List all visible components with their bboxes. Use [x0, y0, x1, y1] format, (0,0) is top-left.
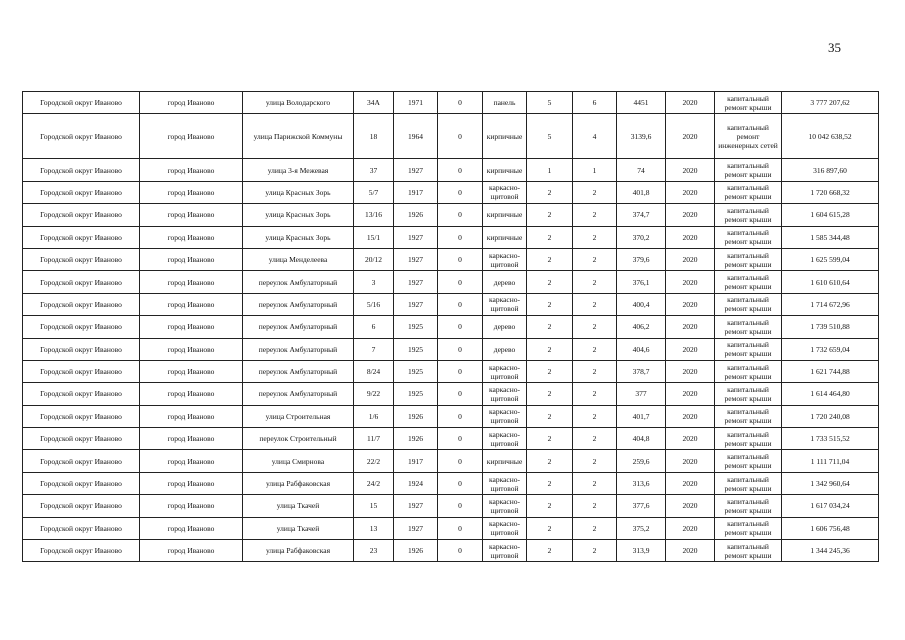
- work-type-cell: капитальный ремонт крыши: [715, 383, 782, 405]
- street-cell: улица Ткачей: [243, 517, 354, 539]
- year-commissioned-cell: 0: [438, 428, 483, 450]
- planned-year-cell: 2020: [666, 293, 715, 315]
- year-commissioned-cell: 0: [438, 226, 483, 248]
- year-built-cell: 1964: [394, 114, 438, 159]
- municipality-cell: Городской округ Иваново: [23, 472, 140, 494]
- year-built-cell: 1926: [394, 405, 438, 427]
- house-number-cell: 37: [354, 159, 394, 181]
- municipality-cell: Городской округ Иваново: [23, 226, 140, 248]
- wall-material-cell: кирпичные: [483, 204, 527, 226]
- wall-material-cell: каркасно-щитовой: [483, 495, 527, 517]
- house-number-cell: 6: [354, 316, 394, 338]
- work-type-cell: капитальный ремонт крыши: [715, 159, 782, 181]
- cost-cell: 1 739 510,88: [782, 316, 879, 338]
- area-cell: 401,8: [617, 181, 666, 203]
- year-commissioned-cell: 0: [438, 360, 483, 382]
- cost-cell: 1 344 245,36: [782, 540, 879, 562]
- year-commissioned-cell: 0: [438, 450, 483, 472]
- planned-year-cell: 2020: [666, 114, 715, 159]
- house-number-cell: 9/22: [354, 383, 394, 405]
- city-cell: город Иваново: [140, 428, 243, 450]
- street-cell: улица Рабфаковская: [243, 472, 354, 494]
- area-cell: 379,6: [617, 248, 666, 270]
- table-row: [23, 271, 879, 293]
- municipality-cell: Городской округ Иваново: [23, 271, 140, 293]
- year-built-cell: 1927: [394, 495, 438, 517]
- entrances-cell: 4: [573, 114, 617, 159]
- house-number-cell: 18: [354, 114, 394, 159]
- house-number-cell: 7: [354, 338, 394, 360]
- year-built-cell: 1925: [394, 338, 438, 360]
- work-type-cell: капитальный ремонт крыши: [715, 181, 782, 203]
- cost-cell: 1 342 960,64: [782, 472, 879, 494]
- city-cell: город Иваново: [140, 517, 243, 539]
- area-cell: 375,2: [617, 517, 666, 539]
- cost-cell: 316 897,60: [782, 159, 879, 181]
- area-cell: 377,6: [617, 495, 666, 517]
- area-cell: 400,4: [617, 293, 666, 315]
- wall-material-cell: дерево: [483, 271, 527, 293]
- entrances-cell: 2: [573, 540, 617, 562]
- table-row: [23, 517, 879, 539]
- year-built-cell: 1925: [394, 383, 438, 405]
- street-cell: переулок Амбулаторный: [243, 271, 354, 293]
- street-cell: улица Володарского: [243, 92, 354, 114]
- planned-year-cell: 2020: [666, 271, 715, 293]
- cost-cell: 1 610 610,64: [782, 271, 879, 293]
- city-cell: город Иваново: [140, 383, 243, 405]
- street-cell: улица Рабфаковская: [243, 540, 354, 562]
- city-cell: город Иваново: [140, 540, 243, 562]
- wall-material-cell: дерево: [483, 338, 527, 360]
- area-cell: 4451: [617, 92, 666, 114]
- entrances-cell: 2: [573, 271, 617, 293]
- floors-cell: 2: [527, 405, 573, 427]
- wall-material-cell: кирпичные: [483, 226, 527, 248]
- area-cell: 259,6: [617, 450, 666, 472]
- municipality-cell: Городской округ Иваново: [23, 248, 140, 270]
- cost-cell: 1 625 599,04: [782, 248, 879, 270]
- house-number-cell: 11/7: [354, 428, 394, 450]
- municipality-cell: Городской округ Иваново: [23, 383, 140, 405]
- planned-year-cell: 2020: [666, 383, 715, 405]
- house-number-cell: 15/1: [354, 226, 394, 248]
- floors-cell: 2: [527, 204, 573, 226]
- cost-cell: 1 714 672,96: [782, 293, 879, 315]
- cost-cell: 1 604 615,28: [782, 204, 879, 226]
- work-type-cell: капитальный ремонт крыши: [715, 428, 782, 450]
- city-cell: город Иваново: [140, 204, 243, 226]
- table-row: [23, 450, 879, 472]
- planned-year-cell: 2020: [666, 204, 715, 226]
- year-commissioned-cell: 0: [438, 181, 483, 203]
- wall-material-cell: каркасно-щитовой: [483, 181, 527, 203]
- city-cell: город Иваново: [140, 181, 243, 203]
- cost-cell: 1 617 034,24: [782, 495, 879, 517]
- wall-material-cell: каркасно-щитовой: [483, 405, 527, 427]
- area-cell: 74: [617, 159, 666, 181]
- table-row: [23, 92, 879, 114]
- housing-repair-table: [22, 91, 879, 562]
- work-type-cell: капитальный ремонт крыши: [715, 293, 782, 315]
- street-cell: переулок Амбулаторный: [243, 360, 354, 382]
- entrances-cell: 2: [573, 293, 617, 315]
- work-type-cell: капитальный ремонт крыши: [715, 271, 782, 293]
- planned-year-cell: 2020: [666, 405, 715, 427]
- municipality-cell: Городской округ Иваново: [23, 360, 140, 382]
- work-type-cell: капитальный ремонт крыши: [715, 248, 782, 270]
- cost-cell: 1 614 464,80: [782, 383, 879, 405]
- year-commissioned-cell: 0: [438, 405, 483, 427]
- year-commissioned-cell: 0: [438, 271, 483, 293]
- work-type-cell: капитальный ремонт крыши: [715, 360, 782, 382]
- table-row: [23, 540, 879, 562]
- city-cell: город Иваново: [140, 360, 243, 382]
- table-row: [23, 248, 879, 270]
- city-cell: город Иваново: [140, 248, 243, 270]
- cost-cell: 1 111 711,04: [782, 450, 879, 472]
- city-cell: город Иваново: [140, 293, 243, 315]
- entrances-cell: 2: [573, 181, 617, 203]
- wall-material-cell: дерево: [483, 316, 527, 338]
- street-cell: улица Ткачей: [243, 495, 354, 517]
- city-cell: город Иваново: [140, 226, 243, 248]
- area-cell: 313,9: [617, 540, 666, 562]
- work-type-cell: капитальный ремонт крыши: [715, 226, 782, 248]
- planned-year-cell: 2020: [666, 338, 715, 360]
- cost-cell: 10 042 638,52: [782, 114, 879, 159]
- year-commissioned-cell: 0: [438, 338, 483, 360]
- floors-cell: 2: [527, 248, 573, 270]
- year-built-cell: 1925: [394, 316, 438, 338]
- year-built-cell: 1971: [394, 92, 438, 114]
- table-row: [23, 338, 879, 360]
- entrances-cell: 2: [573, 405, 617, 427]
- year-commissioned-cell: 0: [438, 472, 483, 494]
- municipality-cell: Городской округ Иваново: [23, 495, 140, 517]
- area-cell: 406,2: [617, 316, 666, 338]
- year-built-cell: 1925: [394, 360, 438, 382]
- table-body: [23, 92, 879, 562]
- work-type-cell: капитальный ремонт крыши: [715, 517, 782, 539]
- planned-year-cell: 2020: [666, 495, 715, 517]
- entrances-cell: 2: [573, 338, 617, 360]
- street-cell: переулок Строительный: [243, 428, 354, 450]
- floors-cell: 1: [527, 159, 573, 181]
- floors-cell: 2: [527, 383, 573, 405]
- table-row: [23, 383, 879, 405]
- planned-year-cell: 2020: [666, 540, 715, 562]
- work-type-cell: капитальный ремонт крыши: [715, 540, 782, 562]
- planned-year-cell: 2020: [666, 517, 715, 539]
- cost-cell: 1 720 240,08: [782, 405, 879, 427]
- table-row: [23, 495, 879, 517]
- year-built-cell: 1926: [394, 204, 438, 226]
- house-number-cell: 13/16: [354, 204, 394, 226]
- street-cell: улица Красных Зорь: [243, 204, 354, 226]
- city-cell: город Иваново: [140, 338, 243, 360]
- city-cell: город Иваново: [140, 405, 243, 427]
- table-row: [23, 114, 879, 159]
- table-row: [23, 472, 879, 494]
- year-commissioned-cell: 0: [438, 495, 483, 517]
- municipality-cell: Городской округ Иваново: [23, 517, 140, 539]
- work-type-cell: капитальный ремонт крыши: [715, 338, 782, 360]
- municipality-cell: Городской округ Иваново: [23, 114, 140, 159]
- wall-material-cell: каркасно-щитовой: [483, 540, 527, 562]
- floors-cell: 2: [527, 495, 573, 517]
- municipality-cell: Городской округ Иваново: [23, 204, 140, 226]
- wall-material-cell: каркасно-щитовой: [483, 293, 527, 315]
- city-cell: город Иваново: [140, 472, 243, 494]
- year-commissioned-cell: 0: [438, 159, 483, 181]
- street-cell: переулок Амбулаторный: [243, 383, 354, 405]
- work-type-cell: капитальный ремонт крыши: [715, 92, 782, 114]
- house-number-cell: 23: [354, 540, 394, 562]
- entrances-cell: 2: [573, 472, 617, 494]
- house-number-cell: 22/2: [354, 450, 394, 472]
- table-row: [23, 360, 879, 382]
- planned-year-cell: 2020: [666, 92, 715, 114]
- year-built-cell: 1927: [394, 248, 438, 270]
- municipality-cell: Городской округ Иваново: [23, 338, 140, 360]
- year-built-cell: 1926: [394, 540, 438, 562]
- cost-cell: 1 585 344,48: [782, 226, 879, 248]
- street-cell: улица Красных Зорь: [243, 181, 354, 203]
- work-type-cell: капитальный ремонт крыши: [715, 204, 782, 226]
- floors-cell: 2: [527, 428, 573, 450]
- year-commissioned-cell: 0: [438, 540, 483, 562]
- street-cell: улица 3-я Межевая: [243, 159, 354, 181]
- city-cell: город Иваново: [140, 114, 243, 159]
- floors-cell: 2: [527, 181, 573, 203]
- page-number: 35: [828, 40, 841, 55]
- cost-cell: 3 777 207,62: [782, 92, 879, 114]
- table-row: [23, 405, 879, 427]
- area-cell: 404,6: [617, 338, 666, 360]
- street-cell: улица Строительная: [243, 405, 354, 427]
- house-number-cell: 24/2: [354, 472, 394, 494]
- year-commissioned-cell: 0: [438, 248, 483, 270]
- year-commissioned-cell: 0: [438, 383, 483, 405]
- planned-year-cell: 2020: [666, 226, 715, 248]
- table-row: [23, 226, 879, 248]
- entrances-cell: 6: [573, 92, 617, 114]
- table-row: [23, 293, 879, 315]
- cost-cell: 1 732 659,04: [782, 338, 879, 360]
- work-type-cell: капитальный ремонт крыши: [715, 495, 782, 517]
- work-type-cell: капитальный ремонт крыши: [715, 472, 782, 494]
- table-row: [23, 316, 879, 338]
- municipality-cell: Городской округ Иваново: [23, 181, 140, 203]
- work-type-cell: капитальный ремонт крыши: [715, 316, 782, 338]
- floors-cell: 5: [527, 114, 573, 159]
- year-built-cell: 1917: [394, 450, 438, 472]
- city-cell: город Иваново: [140, 271, 243, 293]
- planned-year-cell: 2020: [666, 181, 715, 203]
- area-cell: 3139,6: [617, 114, 666, 159]
- planned-year-cell: 2020: [666, 316, 715, 338]
- entrances-cell: 2: [573, 517, 617, 539]
- entrances-cell: 2: [573, 383, 617, 405]
- entrances-cell: 2: [573, 450, 617, 472]
- wall-material-cell: каркасно-щитовой: [483, 383, 527, 405]
- area-cell: 376,1: [617, 271, 666, 293]
- work-type-cell: капитальный ремонт крыши: [715, 450, 782, 472]
- year-built-cell: 1927: [394, 271, 438, 293]
- municipality-cell: Городской округ Иваново: [23, 428, 140, 450]
- wall-material-cell: кирпичные: [483, 114, 527, 159]
- entrances-cell: 2: [573, 204, 617, 226]
- floors-cell: 2: [527, 338, 573, 360]
- house-number-cell: 5/16: [354, 293, 394, 315]
- planned-year-cell: 2020: [666, 472, 715, 494]
- planned-year-cell: 2020: [666, 248, 715, 270]
- municipality-cell: Городской округ Иваново: [23, 159, 140, 181]
- work-type-cell: капитальный ремонт инженерных сетей: [715, 114, 782, 159]
- wall-material-cell: панель: [483, 92, 527, 114]
- floors-cell: 2: [527, 271, 573, 293]
- planned-year-cell: 2020: [666, 450, 715, 472]
- wall-material-cell: каркасно-щитовой: [483, 472, 527, 494]
- area-cell: 374,7: [617, 204, 666, 226]
- house-number-cell: 3: [354, 271, 394, 293]
- floors-cell: 2: [527, 472, 573, 494]
- year-built-cell: 1917: [394, 181, 438, 203]
- table-row: [23, 204, 879, 226]
- cost-cell: 1 621 744,88: [782, 360, 879, 382]
- municipality-cell: Городской округ Иваново: [23, 405, 140, 427]
- floors-cell: 5: [527, 92, 573, 114]
- table-row: [23, 428, 879, 450]
- street-cell: улица Красных Зорь: [243, 226, 354, 248]
- year-commissioned-cell: 0: [438, 92, 483, 114]
- entrances-cell: 1: [573, 159, 617, 181]
- street-cell: улица Парижской Коммуны: [243, 114, 354, 159]
- planned-year-cell: 2020: [666, 159, 715, 181]
- cost-cell: 1 720 668,32: [782, 181, 879, 203]
- entrances-cell: 2: [573, 226, 617, 248]
- municipality-cell: Городской округ Иваново: [23, 540, 140, 562]
- house-number-cell: 13: [354, 517, 394, 539]
- city-cell: город Иваново: [140, 450, 243, 472]
- cost-cell: 1 606 756,48: [782, 517, 879, 539]
- house-number-cell: 20/12: [354, 248, 394, 270]
- street-cell: переулок Амбулаторный: [243, 338, 354, 360]
- municipality-cell: Городской округ Иваново: [23, 293, 140, 315]
- table-row: [23, 181, 879, 203]
- planned-year-cell: 2020: [666, 428, 715, 450]
- floors-cell: 2: [527, 450, 573, 472]
- year-built-cell: 1927: [394, 293, 438, 315]
- year-built-cell: 1924: [394, 472, 438, 494]
- wall-material-cell: каркасно-щитовой: [483, 428, 527, 450]
- city-cell: город Иваново: [140, 495, 243, 517]
- wall-material-cell: кирпичные: [483, 159, 527, 181]
- wall-material-cell: каркасно-щитовой: [483, 360, 527, 382]
- floors-cell: 2: [527, 316, 573, 338]
- house-number-cell: 15: [354, 495, 394, 517]
- floors-cell: 2: [527, 226, 573, 248]
- entrances-cell: 2: [573, 428, 617, 450]
- wall-material-cell: каркасно-щитовой: [483, 248, 527, 270]
- area-cell: 404,8: [617, 428, 666, 450]
- cost-cell: 1 733 515,52: [782, 428, 879, 450]
- street-cell: улица Менделеева: [243, 248, 354, 270]
- year-commissioned-cell: 0: [438, 204, 483, 226]
- year-commissioned-cell: 0: [438, 517, 483, 539]
- entrances-cell: 2: [573, 316, 617, 338]
- city-cell: город Иваново: [140, 316, 243, 338]
- work-type-cell: капитальный ремонт крыши: [715, 405, 782, 427]
- year-built-cell: 1926: [394, 428, 438, 450]
- house-number-cell: 34А: [354, 92, 394, 114]
- floors-cell: 2: [527, 293, 573, 315]
- municipality-cell: Городской округ Иваново: [23, 450, 140, 472]
- planned-year-cell: 2020: [666, 360, 715, 382]
- city-cell: город Иваново: [140, 159, 243, 181]
- entrances-cell: 2: [573, 248, 617, 270]
- year-commissioned-cell: 0: [438, 316, 483, 338]
- year-commissioned-cell: 0: [438, 293, 483, 315]
- city-cell: город Иваново: [140, 92, 243, 114]
- year-built-cell: 1927: [394, 226, 438, 248]
- street-cell: улица Смирнова: [243, 450, 354, 472]
- wall-material-cell: кирпичные: [483, 450, 527, 472]
- municipality-cell: Городской округ Иваново: [23, 316, 140, 338]
- entrances-cell: 2: [573, 360, 617, 382]
- area-cell: 401,7: [617, 405, 666, 427]
- municipality-cell: Городской округ Иваново: [23, 92, 140, 114]
- wall-material-cell: каркасно-щитовой: [483, 517, 527, 539]
- floors-cell: 2: [527, 517, 573, 539]
- year-built-cell: 1927: [394, 517, 438, 539]
- house-number-cell: 1/6: [354, 405, 394, 427]
- area-cell: 377: [617, 383, 666, 405]
- house-number-cell: 8/24: [354, 360, 394, 382]
- area-cell: 313,6: [617, 472, 666, 494]
- street-cell: переулок Амбулаторный: [243, 316, 354, 338]
- entrances-cell: 2: [573, 495, 617, 517]
- year-commissioned-cell: 0: [438, 114, 483, 159]
- area-cell: 370,2: [617, 226, 666, 248]
- street-cell: переулок Амбулаторный: [243, 293, 354, 315]
- floors-cell: 2: [527, 360, 573, 382]
- area-cell: 378,7: [617, 360, 666, 382]
- house-number-cell: 5/7: [354, 181, 394, 203]
- floors-cell: 2: [527, 540, 573, 562]
- year-built-cell: 1927: [394, 159, 438, 181]
- table-row: [23, 159, 879, 181]
